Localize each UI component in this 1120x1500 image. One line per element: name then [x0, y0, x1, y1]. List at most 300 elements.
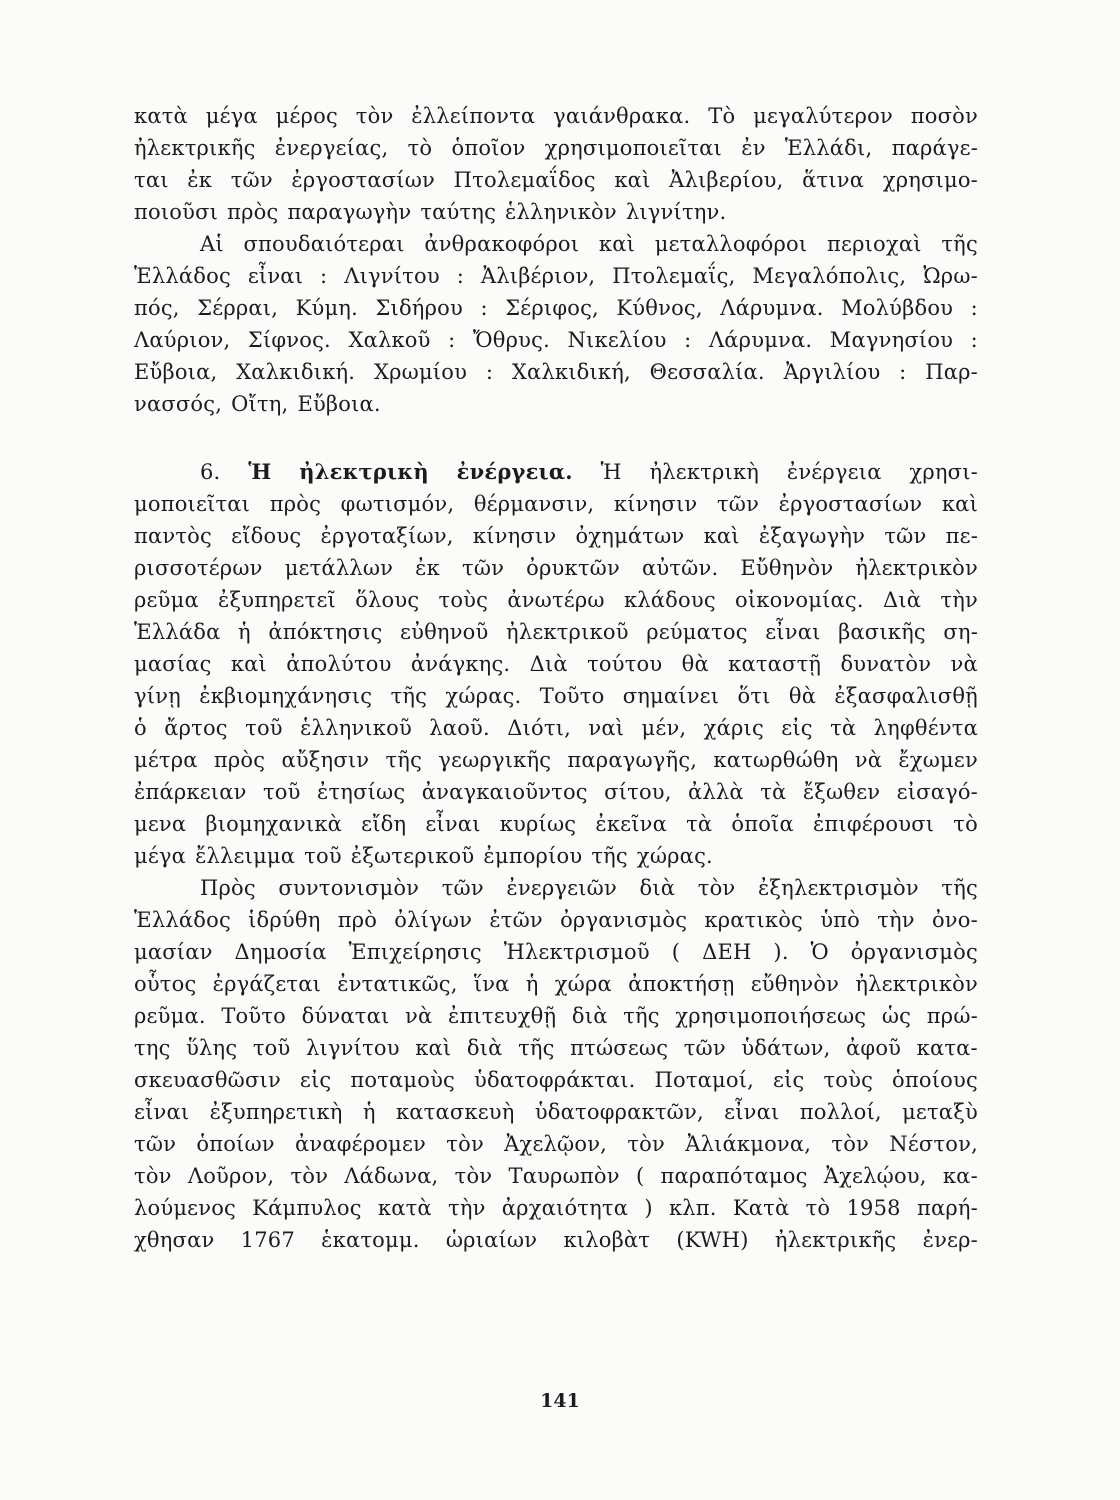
text-line — [134, 744, 978, 776]
word: Σέριφος, — [505, 296, 599, 320]
word: Παρ- — [925, 360, 978, 384]
word: ἐλλείποντα — [411, 104, 536, 128]
word: ( — [671, 940, 681, 964]
word: Χρωμίου — [373, 360, 468, 384]
word: ἑλληνικὸν — [505, 200, 617, 224]
word: τοὺς — [438, 588, 489, 612]
word: Κύθνος, — [616, 296, 703, 320]
word: θὰ — [681, 652, 709, 676]
word: Δημοσία — [234, 940, 327, 964]
word: χρησιμοποιεῖται — [544, 136, 722, 160]
word: ἐνεργειῶν — [506, 876, 617, 900]
text-line — [134, 584, 978, 616]
word: εἶναι — [765, 620, 821, 644]
word: ὁποῖον — [451, 136, 526, 160]
word: τῆς — [390, 684, 428, 708]
word: ἐξηλεκτρισμὸν — [757, 876, 919, 900]
word: κατὰ — [134, 104, 188, 128]
section-heading: ἐνέργεια. — [456, 459, 573, 484]
word: παράγε- — [891, 136, 978, 160]
text-line — [134, 648, 978, 680]
word: ἐξασφαλισθῇ — [834, 684, 978, 708]
word: Κάμπυλος — [252, 1196, 362, 1220]
word: ὀργανισμὸς — [850, 940, 978, 964]
word: ἑλληνικοῦ — [300, 716, 412, 740]
word: χρησι- — [909, 460, 978, 484]
word: ἀπόκτησις — [268, 620, 383, 644]
word: σίτου, — [604, 780, 672, 804]
word: ἔχωμεν — [898, 748, 978, 772]
word: εἰς — [781, 716, 813, 740]
word: διὰ — [571, 1004, 608, 1028]
word: ὀνο- — [931, 908, 978, 932]
word: ὑδατοφράκται. — [474, 1068, 636, 1092]
word: πρώ- — [926, 1004, 978, 1028]
word: ρεῦμα. — [134, 1004, 206, 1028]
paragraph — [134, 228, 978, 420]
word: Λοῦρον, — [187, 1164, 275, 1188]
word: τοῦ — [245, 716, 283, 740]
word: αὐτῶν. — [642, 556, 719, 580]
word: σκευασθῶσιν — [134, 1068, 281, 1092]
word: Κύμη. — [295, 296, 358, 320]
word: τῆς — [623, 1004, 660, 1028]
word: τὸν — [454, 1164, 493, 1188]
word: μεταλλοφόροι — [654, 232, 808, 256]
word: πε- — [945, 524, 978, 548]
word: ἠλεκτρικὸν — [855, 972, 978, 996]
word: πολλοί, — [799, 1100, 882, 1124]
word: τοῦ — [262, 780, 301, 804]
word: ἐπάρκειαν — [134, 780, 247, 804]
word: εὐθηνοῦ — [400, 620, 489, 644]
word: 1767 — [240, 1228, 295, 1252]
word: Ἀλιβέριον, — [480, 264, 596, 288]
word: Διὰ — [529, 652, 568, 676]
text-line — [134, 1000, 978, 1032]
word: ἅτινα — [802, 168, 865, 192]
word: ἐπιτευχθῇ — [447, 1004, 557, 1028]
word: Ἀργιλίου — [783, 360, 881, 384]
word: μασίαν — [134, 940, 213, 964]
text-line — [134, 840, 978, 872]
text-line — [134, 356, 978, 388]
word: Λάρυμνα. — [708, 328, 813, 352]
word: ἠλεκτρικῆς — [134, 136, 256, 160]
word: πρὸ — [337, 908, 378, 932]
word: ὑδατοφρακτῶν, — [534, 1100, 704, 1124]
word: ἐνεργείας, — [274, 136, 389, 160]
word: οἰκονομίας. — [735, 588, 864, 612]
word: ται — [134, 168, 169, 192]
word: τὸν — [697, 876, 736, 900]
text-line — [134, 196, 978, 228]
word: θέρμανσιν, — [473, 492, 595, 516]
word: ἠλεκτρικῆς — [774, 1228, 897, 1252]
word: ἠλεκτρικὸν — [855, 556, 978, 580]
word: ὀρυκτῶν — [526, 556, 620, 580]
word: Ὄθρυς. — [472, 328, 550, 352]
word: εἴδους — [231, 524, 302, 548]
word: ἀφοῦ — [846, 1036, 902, 1060]
word: σπουδαιότεραι — [243, 232, 405, 256]
word: Μαγνησίου — [829, 328, 954, 352]
word: τῶν — [441, 876, 484, 900]
word: μεταξὺ — [902, 1100, 978, 1124]
word: λιγνίτην. — [625, 200, 727, 224]
word: εὔθηνὸν — [750, 972, 840, 996]
text-line — [134, 100, 978, 132]
word: ἐντατικῶς, — [337, 972, 458, 996]
word: τῶν — [134, 1132, 177, 1156]
word: ἐκεῖνα — [595, 812, 667, 836]
word: ἀρχαιότητα — [501, 1196, 629, 1220]
word: τὰ — [686, 812, 713, 836]
word: αὔξησιν — [281, 748, 370, 772]
word: : — [456, 264, 464, 288]
word: πτώσεως — [570, 1036, 669, 1060]
text-line — [134, 808, 978, 840]
word: γεωργικῆς — [438, 748, 552, 772]
text-line — [134, 260, 978, 292]
word: Λάδωνα, — [344, 1164, 439, 1188]
word: Πρὸς — [200, 876, 256, 900]
word: : — [480, 296, 488, 320]
word: Ἠλεκτρισμοῦ — [503, 940, 650, 964]
text-line — [134, 968, 978, 1000]
word: τῶν — [230, 168, 273, 192]
word: καὶ — [703, 524, 740, 548]
word: μασίας — [134, 652, 212, 676]
word: τὸ — [805, 1196, 831, 1220]
word: κλάδους — [623, 588, 716, 612]
word: ἐργοταξίων, — [320, 524, 454, 548]
text-line — [134, 292, 978, 324]
word: τὸν — [446, 1132, 484, 1156]
word: νὰ — [405, 1004, 433, 1028]
text-line — [134, 552, 978, 584]
word: Ἑλλάδι, — [784, 136, 873, 160]
word: ἐκβιομηχάνησις — [199, 684, 373, 708]
text-line — [134, 904, 978, 936]
word: τῆς — [518, 1036, 555, 1060]
word: ποταμοὺς — [350, 1068, 456, 1092]
word: ἄρτος — [164, 716, 228, 740]
word: ὅτι — [737, 684, 771, 708]
word: βασικῆς — [838, 620, 926, 644]
word: τῆς — [591, 844, 628, 868]
word: παραπόταμος — [660, 1164, 808, 1188]
word: Πτολεμαΐς, — [612, 264, 736, 288]
word: κίνησιν — [613, 492, 698, 516]
word: Ἑλλάδος — [134, 264, 231, 288]
word: τὴν — [448, 1196, 486, 1220]
word: εἶναι — [134, 1100, 190, 1124]
word: ἀναγκαιοῦντος — [421, 780, 588, 804]
word: ὑπὸ — [820, 908, 861, 932]
word: σημαίνει — [622, 684, 720, 708]
word: χώρα — [554, 972, 612, 996]
word: ποσὸν — [910, 104, 978, 128]
word: ρισσοτέρων — [134, 556, 263, 580]
paragraph — [134, 456, 978, 872]
word: φωτισμόν, — [340, 492, 455, 516]
word: ὁ — [134, 716, 147, 740]
text-line — [134, 872, 978, 904]
word: εἶναι — [425, 812, 481, 836]
word: : — [970, 296, 978, 320]
word: νασσός, — [134, 392, 223, 416]
word: κατασκευὴ — [395, 1100, 515, 1124]
text-line — [134, 712, 978, 744]
word: τοῦ — [304, 844, 342, 868]
word: Σιδήρου — [375, 296, 463, 320]
word: κίνησιν — [472, 524, 557, 548]
text-line — [134, 680, 978, 712]
word: Χαλκιδική. — [236, 360, 356, 384]
word: τούτου — [587, 652, 663, 676]
text-line — [134, 616, 978, 648]
word: τῶν — [716, 492, 760, 516]
word: τῶν — [683, 1036, 726, 1060]
word: ἐν — [741, 136, 766, 160]
word: 1958 — [846, 1196, 901, 1220]
word: χώρας. — [636, 844, 713, 868]
word: μέγα — [205, 104, 258, 128]
word: ὁποίους — [892, 1068, 978, 1092]
word: εἴδη — [361, 812, 407, 836]
word: Διὰ — [882, 588, 922, 612]
word: Κατὰ — [732, 1196, 790, 1220]
word: ἀνθρακοφόροι — [424, 232, 580, 256]
word: δυνατὸν — [840, 652, 932, 676]
word: Νικελίου — [567, 328, 667, 352]
word: ἔξωθεν — [802, 780, 881, 804]
word: Σίφνος. — [247, 328, 331, 352]
text-line — [134, 936, 978, 968]
text-line — [134, 388, 978, 420]
word: λούμενος — [134, 1196, 237, 1220]
word: Εὔθηνὸν — [740, 556, 834, 580]
word: ἡ — [362, 1100, 376, 1124]
word: τὸν — [290, 1164, 329, 1188]
word: καὶ — [614, 168, 651, 192]
word: ρεύματος — [646, 620, 748, 644]
word: (KWH) — [676, 1228, 749, 1252]
word: πρὸς — [227, 200, 279, 224]
word: ἐμπορίου — [483, 844, 583, 868]
word: ) — [644, 1196, 653, 1220]
word: ἑκατομμ. — [321, 1228, 420, 1252]
word: ἐκ — [415, 556, 440, 580]
word: εἰσαγό- — [896, 780, 978, 804]
word: γαιάνθρακα. — [553, 104, 691, 128]
word: Χαλκοῦ — [348, 328, 431, 352]
word: δύναται — [301, 1004, 390, 1028]
word: ἀλλὰ — [688, 780, 744, 804]
word: ἔλλειμμα — [195, 844, 296, 868]
text-line — [134, 228, 978, 260]
word: μέγα — [134, 844, 187, 868]
word: Ἐπιχείρησις — [348, 940, 482, 964]
word: ἠλεκτρικοῦ — [506, 620, 629, 644]
word: Πτολεμαΐδος — [453, 168, 596, 192]
word: μεγαλύτερον — [753, 104, 893, 128]
text-line — [134, 1224, 978, 1256]
word: ). — [773, 940, 789, 964]
word: ἐπιφέρουσι — [812, 812, 935, 836]
word: εἶναι — [247, 264, 304, 288]
document-body — [134, 100, 978, 1360]
word: τὸν — [355, 104, 394, 128]
word: τὸ — [407, 136, 433, 160]
word: παντὸς — [134, 524, 212, 548]
word: βιομηχανικὰ — [205, 812, 343, 836]
word: ταύτης — [420, 200, 497, 224]
word: : — [684, 328, 692, 352]
word: ὀλίγων — [394, 908, 473, 932]
word: Ἡ — [600, 460, 622, 484]
word: της — [134, 1036, 171, 1060]
word: ἀνωτέρω — [507, 588, 605, 612]
word: ποιοῦσι — [134, 200, 219, 224]
word: χώρας. — [445, 684, 522, 708]
word: ἐξαγωγὴν — [758, 524, 866, 548]
word: ἀναφέρομεν — [295, 1132, 427, 1156]
word: Λαύριον, — [134, 328, 231, 352]
word: οὗτος — [134, 972, 197, 996]
word: Ὁ — [810, 940, 829, 964]
word: Χαλκιδική, — [511, 360, 631, 384]
word: διὰ — [639, 876, 676, 900]
word: κατα- — [916, 1036, 978, 1060]
word: ἐκ — [187, 168, 213, 192]
word: Ἀχελῷον, — [504, 1132, 608, 1156]
word: ἐνέργεια — [786, 460, 882, 484]
text-line — [134, 1032, 978, 1064]
word: χρησιμο- — [882, 168, 978, 192]
word: : — [320, 264, 328, 288]
word: κλπ. — [668, 1196, 717, 1220]
word: τὸν — [831, 1132, 870, 1156]
word: Ταυρωπὸν — [508, 1164, 620, 1188]
word: : — [899, 360, 907, 384]
word: ἐξυπηρετικὴ — [209, 1100, 343, 1124]
text-line — [134, 164, 978, 196]
word: ὡριαίων — [445, 1228, 538, 1252]
word: κατωρθώθη — [713, 748, 839, 772]
word: : — [970, 328, 978, 352]
word: Οἴτη, — [231, 392, 289, 416]
word: ἡ — [525, 972, 539, 996]
word: μετάλλων — [284, 556, 394, 580]
word: ὕλης — [186, 1036, 238, 1060]
word: ἵνα — [473, 972, 510, 996]
text-line — [134, 456, 978, 488]
word: ( — [635, 1164, 645, 1188]
word: καὶ — [230, 652, 267, 676]
word: τὸν — [134, 1164, 172, 1188]
word: ἐργοστασίων — [778, 492, 923, 516]
word: ναὶ — [588, 716, 625, 740]
word: ὀχημάτων — [575, 524, 685, 548]
word: τὰ — [830, 716, 857, 740]
word: ἐργοστασίων — [291, 168, 436, 192]
word: εἶναι — [724, 1100, 780, 1124]
word: : — [485, 360, 494, 384]
word: τὰ — [760, 780, 787, 804]
word: καὶ — [598, 232, 636, 256]
text-line — [134, 1064, 978, 1096]
word: ἀνάγκης. — [410, 652, 511, 676]
word: ρεῦμα — [134, 588, 199, 612]
word: παραγωγῆς, — [567, 748, 698, 772]
word: χρησιμοποιήσεως — [675, 1004, 867, 1028]
word: κρατικὸς — [704, 908, 804, 932]
text-line — [134, 776, 978, 808]
word: καὶ — [941, 492, 978, 516]
word: τοῦ — [252, 1036, 291, 1060]
word: Εὔβοια. — [297, 392, 381, 416]
word: Νέστον, — [889, 1132, 978, 1156]
word: ἐτῶν — [489, 908, 543, 932]
word: Ἀλιάκμονα, — [685, 1132, 812, 1156]
word: κα- — [942, 1164, 978, 1188]
word: Διότι, — [507, 716, 572, 740]
text-line — [134, 1160, 978, 1192]
word: κυρίως — [499, 812, 577, 836]
word: γίνῃ — [134, 684, 181, 708]
word: ὡς — [881, 1004, 912, 1028]
word: τὸ — [953, 812, 978, 836]
word: θὰ — [788, 684, 817, 708]
word: μέν, — [641, 716, 687, 740]
word: μέρος — [275, 104, 338, 128]
word: ὁποίων — [196, 1132, 275, 1156]
word: ληφθέντα — [873, 716, 978, 740]
word: Αἱ — [200, 232, 224, 256]
word: λιγνίτου — [305, 1036, 400, 1060]
paragraph — [134, 100, 978, 228]
word: νὰ — [950, 652, 978, 676]
word: εἰς — [299, 1068, 332, 1092]
word: ΔΕΗ — [702, 940, 752, 964]
word: Λάρυμνα. — [720, 296, 824, 320]
word: ἐργάζεται — [212, 972, 322, 996]
word: Σέρραι, — [197, 296, 279, 320]
word: Ποταμοί, — [654, 1068, 755, 1092]
word: χάρις — [703, 716, 764, 740]
text-line — [134, 1128, 978, 1160]
word: ἐνερ- — [922, 1228, 978, 1252]
word: Μεγαλόπολις, — [752, 264, 907, 288]
word: τῆς — [941, 876, 978, 900]
section-heading: Ἡ — [248, 459, 272, 484]
word: Θεσσαλία. — [649, 360, 765, 384]
word: τὴν — [940, 588, 978, 612]
word: πός, — [134, 296, 180, 320]
word: τῆς — [941, 232, 978, 256]
word: συντονισμὸν — [278, 876, 420, 900]
word: τὸν — [627, 1132, 665, 1156]
word: κατὰ — [377, 1196, 432, 1220]
word: τοὺς — [823, 1068, 874, 1092]
word: εἰς — [773, 1068, 805, 1092]
word: Ἀλιβερίου, — [669, 168, 784, 192]
word: Τοῦτο — [539, 684, 605, 708]
word: ἡ — [238, 620, 251, 644]
word: ἱδρύθη — [248, 908, 321, 932]
